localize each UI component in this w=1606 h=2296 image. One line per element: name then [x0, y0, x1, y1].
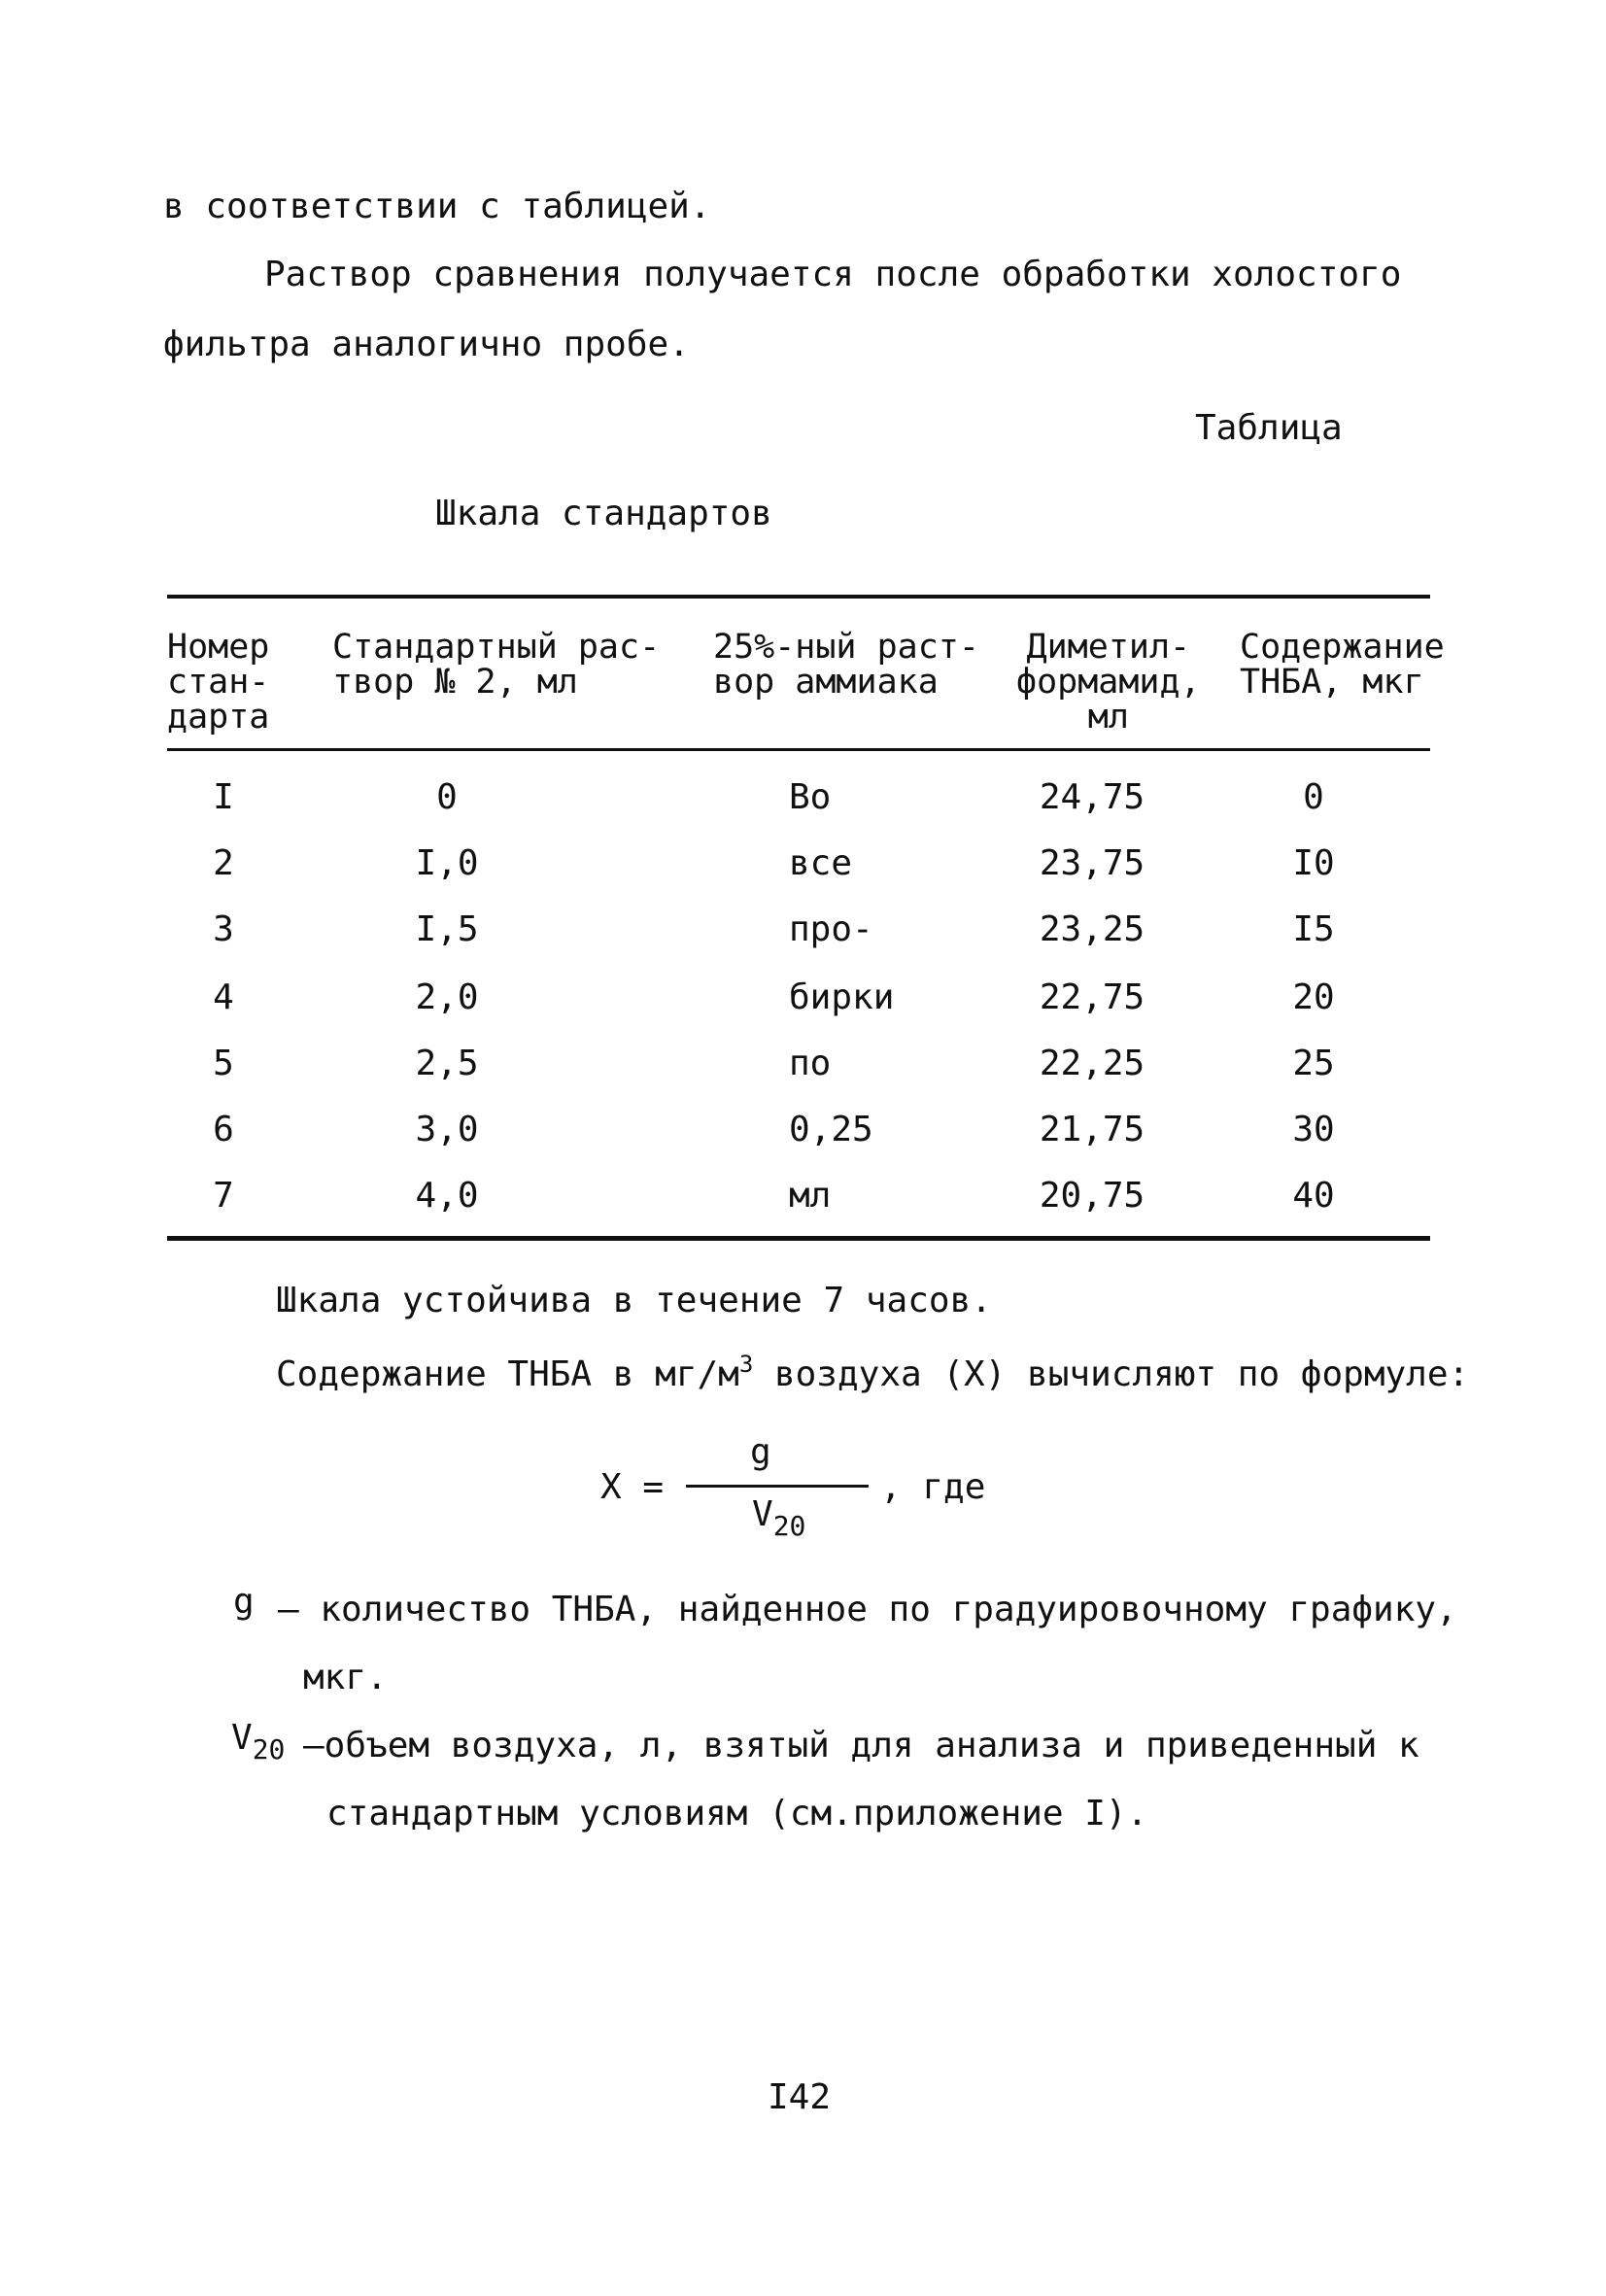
table-title: Шкала стандартов [435, 494, 772, 533]
definition-v-text-2: стандартным условиям (см.приложение I). [326, 1794, 1148, 1833]
cell-tnba: I0 [1292, 843, 1335, 883]
table-top-rule [167, 595, 1430, 599]
cell-standard-solution: I,0 [415, 843, 479, 883]
cell-tnba: 25 [1292, 1044, 1335, 1083]
table-bottom-rule [167, 1236, 1430, 1241]
definition-v-symbol: $V_{20}$ [231, 1718, 286, 1765]
formula-denominator: $V_{20}$ [752, 1494, 806, 1542]
cell-ammonia: все [789, 843, 853, 883]
table-label: Таблица [1195, 408, 1343, 448]
cell-standard-solution: 3,0 [415, 1110, 479, 1149]
cell-dimethylformamide: 23,75 [1039, 843, 1145, 883]
cell-tnba: 20 [1292, 977, 1335, 1017]
paragraph-line-1: Раствор сравнения получается после обработки холостого [264, 255, 1402, 294]
cell-standard-solution: 4,0 [415, 1176, 479, 1216]
definition-v-text-1: –объем воздуха, л, взятый для анализа и приведенный к [303, 1726, 1419, 1765]
cell-ammonia: по [789, 1044, 832, 1083]
intro-line: в соответствии с таблицей. [163, 187, 711, 226]
formula-fraction-bar [686, 1485, 869, 1488]
page-number: I42 [768, 2077, 832, 2117]
cell-number: 4 [213, 977, 234, 1017]
formula-numerator: g [750, 1432, 771, 1472]
cell-tnba: 30 [1292, 1110, 1335, 1149]
cell-tnba: 0 [1303, 777, 1324, 817]
definition-g-text-2: мкг. [303, 1658, 388, 1697]
cell-dimethylformamide: 23,25 [1039, 909, 1145, 949]
cell-dimethylformamide: 20,75 [1039, 1176, 1145, 1216]
cell-ammonia: мл [789, 1176, 832, 1216]
header-ammonia-solution: 25%-ный раст- вор аммиака [713, 628, 979, 702]
cell-ammonia: бирки [789, 977, 895, 1017]
cell-number: 3 [213, 909, 234, 949]
cell-tnba: 40 [1292, 1176, 1335, 1216]
table-header-rule [167, 748, 1430, 751]
formula-lhs: X = [600, 1467, 665, 1507]
cell-number: 5 [213, 1044, 234, 1083]
cell-standard-solution: 2,0 [415, 977, 479, 1017]
cell-number: 7 [213, 1176, 234, 1216]
cell-standard-solution: 0 [436, 777, 458, 817]
cell-number: 2 [213, 843, 234, 883]
cell-dimethylformamide: 24,75 [1039, 777, 1145, 817]
cell-number: I [213, 777, 234, 817]
formula-suffix: , где [880, 1467, 986, 1507]
content-formula-intro: Содержание ТНБА в $мг/м^3$ воздуха (X) вычисляют по формуле: [276, 1351, 1470, 1394]
definition-g-symbol: g [233, 1582, 255, 1622]
paragraph-line-2: фильтра аналогично пробе. [163, 325, 690, 364]
header-standard-number: Номер стан- дарта [167, 628, 270, 737]
header-tnba-content: Содержание ТНБА, мкг [1240, 628, 1445, 702]
stability-text: Шкала устойчива в течение 7 часов. [276, 1281, 992, 1320]
cell-standard-solution: I,5 [415, 909, 479, 949]
cell-dimethylformamide: 22,25 [1039, 1044, 1145, 1083]
cell-ammonia: про- [789, 909, 873, 949]
cell-tnba: I5 [1292, 909, 1335, 949]
definition-g-text-1: – количество ТНБА, найденное по градуировочному графику, [278, 1590, 1457, 1629]
header-standard-solution: Стандартный рас- твор № 2, мл [332, 628, 661, 702]
header-dimethylformamide: Диметил- формамид, мл [1016, 628, 1201, 737]
cell-ammonia: 0,25 [789, 1110, 873, 1149]
cell-standard-solution: 2,5 [415, 1044, 479, 1083]
cell-dimethylformamide: 21,75 [1039, 1110, 1145, 1149]
cell-number: 6 [213, 1110, 234, 1149]
cell-dimethylformamide: 22,75 [1039, 977, 1145, 1017]
cell-ammonia: Во [789, 777, 832, 817]
